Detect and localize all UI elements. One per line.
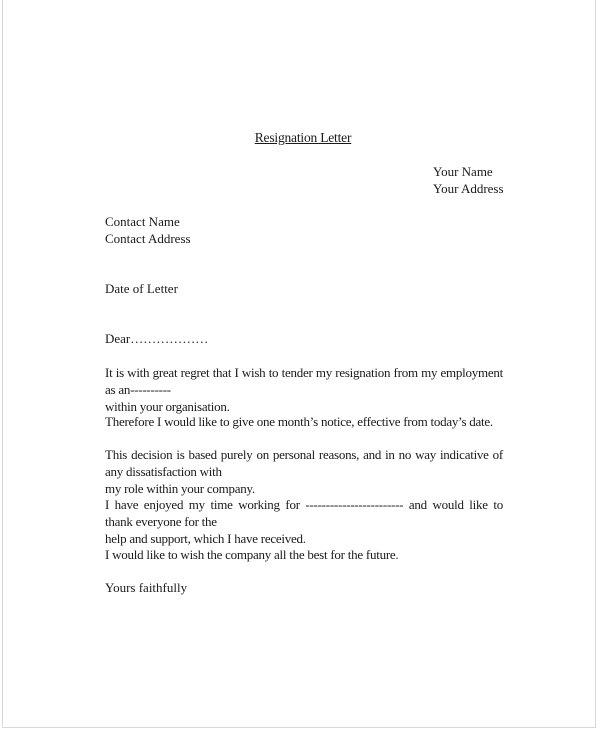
body-paragraph-4 bbox=[105, 496, 503, 547]
paragraph-line: I would like to wish the company all the best for the future. bbox=[105, 547, 399, 562]
sender-address: Your Address bbox=[433, 181, 504, 196]
recipient-name: Contact Name bbox=[105, 214, 180, 229]
body-paragraph-3 bbox=[105, 446, 503, 497]
body-paragraph-1 bbox=[105, 364, 503, 415]
paragraph-line: It is with great regret that I wish to tender my resignation from my employment as an---------- bbox=[105, 365, 503, 397]
salutation: Dear……………… bbox=[105, 331, 209, 346]
body-paragraph-5 bbox=[105, 546, 503, 563]
paragraph-line: Therefore I would like to give one month’s notice, effective from today’s date. bbox=[105, 414, 493, 429]
letter-date: Date of Letter bbox=[105, 281, 178, 296]
recipient-block bbox=[105, 213, 191, 247]
body-paragraph-2 bbox=[105, 413, 503, 430]
paragraph-line: This decision is based purely on personal reasons, and in no way indicative of any dissatisfaction with bbox=[105, 447, 503, 479]
letter-title: Resignation Letter bbox=[254, 130, 352, 145]
paragraph-line: my role within your company. bbox=[105, 481, 255, 496]
document-page bbox=[2, 0, 596, 728]
sender-block bbox=[433, 163, 504, 197]
recipient-address: Contact Address bbox=[105, 231, 191, 246]
paragraph-line: I have enjoyed my time working for ------------------------ and would like to thank everyone for the bbox=[105, 497, 503, 529]
closing: Yours faithfully bbox=[105, 580, 188, 595]
paragraph-line: help and support, which I have received. bbox=[105, 531, 306, 546]
sender-name: Your Name bbox=[433, 164, 493, 179]
paragraph-line: within your organisation. bbox=[105, 399, 230, 414]
